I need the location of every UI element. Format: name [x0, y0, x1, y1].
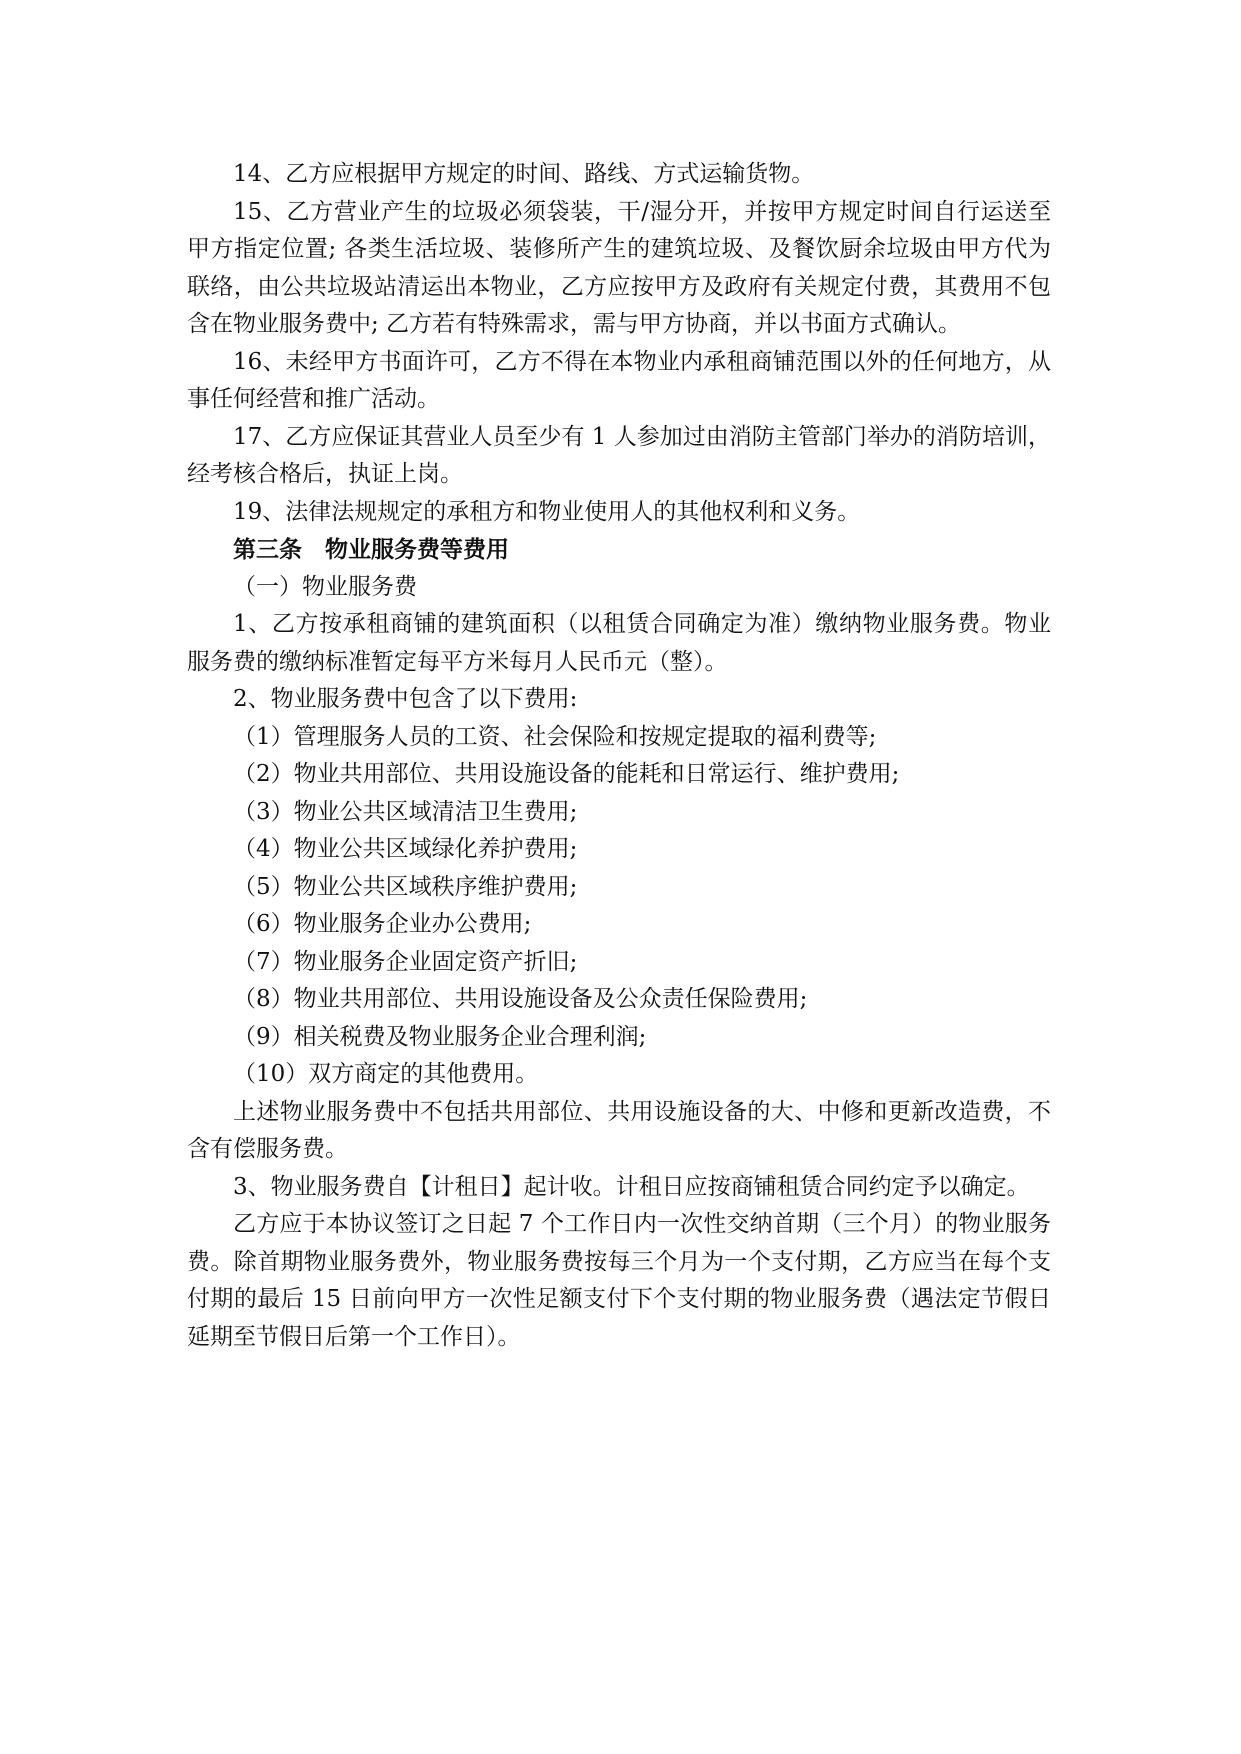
fee-item-9: （9）相关税费及物业服务企业合理利润;: [233, 1023, 647, 1050]
article-heading: 第三条 物业服务费等费用: [233, 536, 509, 563]
fee-item-10: （10）双方商定的其他费用。: [233, 1061, 539, 1087]
document-body: [187, 156, 1051, 1356]
section-heading: （一）物业服务费: [233, 573, 417, 600]
paragraph-19: 19、法律法规规定的承租方和物业使用人的其他权利和义务。: [233, 498, 861, 525]
fee-item-1: （1）管理服务人员的工资、社会保险和按规定提取的福利费等;: [233, 723, 877, 750]
paragraph-16: 16、未经甲方书面许可，乙方不得在本物业内承租商铺范围以外的任何地方，从事任何经营和推广活动。: [187, 348, 1051, 412]
fee-item-5: （5）物业公共区域秩序维护费用;: [233, 873, 578, 900]
paragraph-14: 14、乙方应根据甲方规定的时间、路线、方式运输货物。: [233, 161, 815, 187]
fee-item-8: （8）物业共用部位、共用设施设备及公众责任保险费用;: [233, 986, 808, 1012]
payment-paragraph: 乙方应于本协议签订之日起 7 个工作日内一次性交纳首期（三个月）的物业服务费。除首期物业服务费外，物业服务费按每三个月为一个支付期，乙方应当在每个支付期的最后 15 日前向甲方一次性足额支付下个支付期的物业服务费（遇法定节假日延期至节假日后第一个工作日）。: [187, 1211, 1051, 1350]
fee-item-3: （3）物业公共区域清洁卫生费用;: [233, 798, 578, 825]
fee-item-4: （4）物业公共区域绿化养护费用;: [233, 836, 578, 862]
fee-item-2: （2）物业共用部位、共用设施设备的能耗和日常运行、维护费用;: [233, 761, 900, 787]
clause-1: 1、乙方按承租商铺的建筑面积（以租赁合同确定为准）缴纳物业服务费。物业服务费的缴纳标准暂定每平方米每月人民币元（整）。: [187, 611, 1051, 675]
exclusion-paragraph: 上述物业服务费中不包括共用部位、共用设施设备的大、中修和更新改造费，不含有偿服务费。: [187, 1098, 1051, 1162]
paragraph-17: 17、乙方应保证其营业人员至少有 1 人参加过由消防主管部门举办的消防培训，经考核合格后，执证上岗。: [187, 423, 1051, 487]
clause-2: 2、物业服务费中包含了以下费用:: [233, 686, 578, 712]
fee-item-6: （6）物业服务企业办公费用;: [233, 911, 532, 937]
paragraph-15: 15、乙方营业产生的垃圾必须袋装，干/湿分开，并按甲方规定时间自行运送至甲方指定位置; 各类生活垃圾、装修所产生的建筑垃圾、及餐饮厨余垃圾由甲方代为联络，由公共垃圾站清运出本物业，乙方应按甲方及政府有关规定付费，其费用不包含在物业服务费中; 乙方若有特殊需求，需与甲方协商，并以书面方式确认。: [187, 198, 1051, 337]
fee-item-7: （7）物业服务企业固定资产折旧;: [233, 948, 578, 975]
clause-3: 3、物业服务费自【计租日】起计收。计租日应按商铺租赁合同约定予以确定。: [233, 1173, 1030, 1200]
